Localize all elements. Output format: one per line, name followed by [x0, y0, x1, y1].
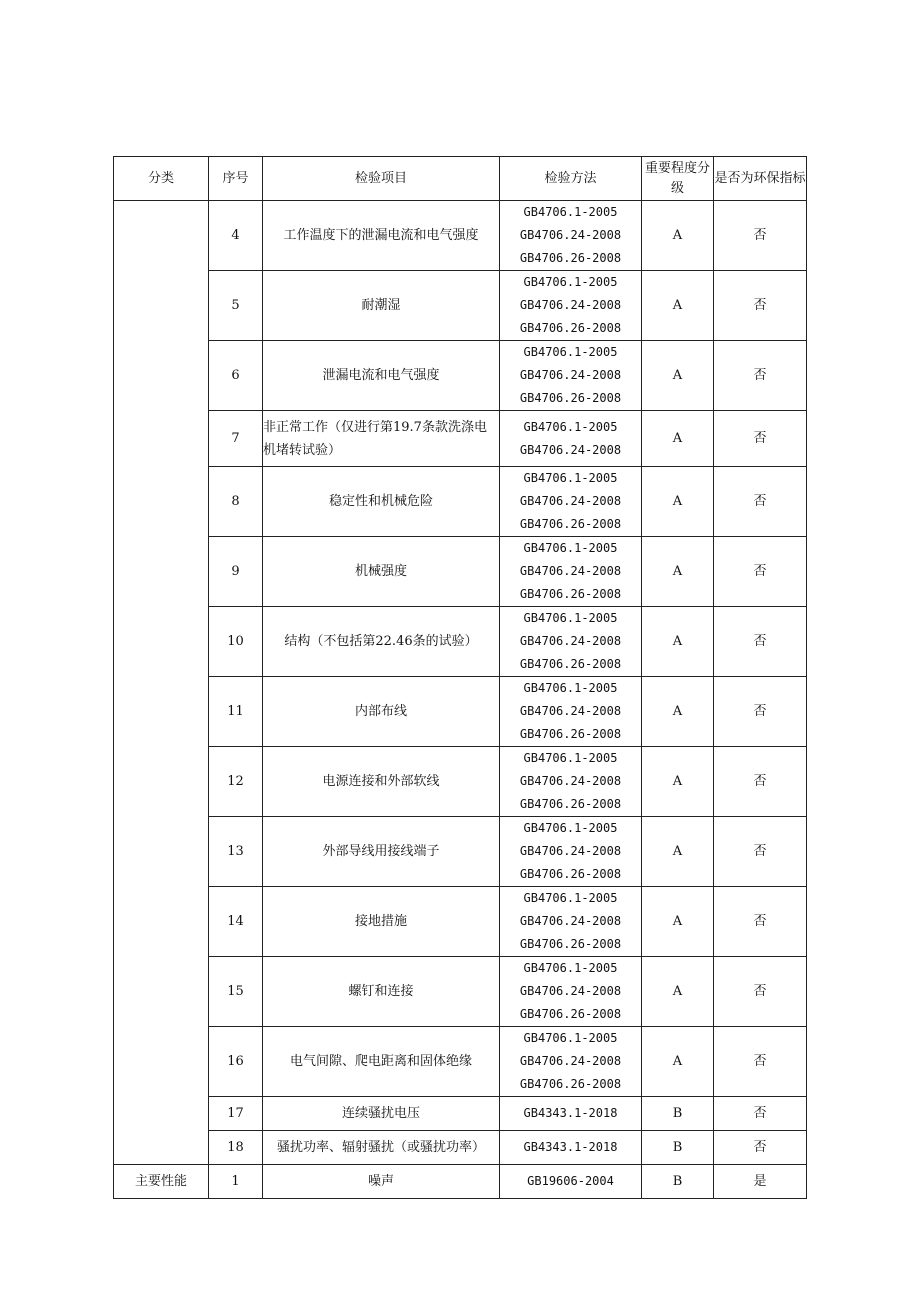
table-row	[114, 271, 807, 341]
table-row	[114, 341, 807, 411]
seq-cell: 6	[209, 341, 263, 411]
table-row	[114, 677, 807, 747]
method-line: GB4706.1-2005	[523, 891, 618, 905]
grade-cell: B	[642, 1165, 714, 1199]
seq-cell: 15	[209, 957, 263, 1027]
method-line: GB4706.26-2008	[519, 727, 622, 741]
method-line: GB4706.1-2005	[523, 419, 618, 434]
item-cell: 非正常工作（仅进行第19.7条款洗涤电机堵转试验）	[263, 411, 500, 467]
env-cell: 否	[714, 1131, 807, 1165]
method-line: GB4706.24-2008	[519, 984, 622, 998]
env-cell: 是	[714, 1165, 807, 1199]
env-cell: 否	[714, 411, 807, 467]
env-cell: 否	[714, 467, 807, 537]
env-cell: 否	[714, 817, 807, 887]
grade-cell: A	[642, 747, 714, 817]
seq-cell: 18	[209, 1131, 263, 1165]
method-cell: GB19606-2004	[500, 1165, 642, 1199]
grade-cell: A	[642, 341, 714, 411]
env-cell: 否	[714, 747, 807, 817]
method-cell	[500, 957, 642, 1027]
grade-cell: A	[642, 467, 714, 537]
method-cell	[500, 887, 642, 957]
table-row	[114, 747, 807, 817]
env-cell: 否	[714, 1097, 807, 1131]
method-line: GB4706.24-2008	[519, 914, 622, 928]
table-row	[114, 1027, 807, 1097]
seq-cell: 11	[209, 677, 263, 747]
header-category: 分类	[114, 157, 209, 201]
method-line: GB4706.1-2005	[523, 961, 618, 975]
item-cell: 泄漏电流和电气强度	[263, 341, 500, 411]
env-cell: 否	[714, 201, 807, 271]
method-cell	[500, 411, 642, 467]
method-line: GB4706.24-2008	[519, 228, 622, 242]
table-row	[114, 411, 807, 467]
header-seq: 序号	[209, 157, 263, 201]
table-row	[114, 1131, 807, 1165]
category-cell-safety	[114, 201, 209, 1165]
table-row	[114, 1097, 807, 1131]
method-line: GB4706.1-2005	[523, 205, 618, 219]
method-cell	[500, 677, 642, 747]
header-env: 是否为环保指标	[714, 157, 807, 201]
method-line: GB4706.1-2005	[523, 1031, 618, 1045]
method-line: GB4706.1-2005	[523, 471, 618, 485]
seq-cell: 8	[209, 467, 263, 537]
header-method: 检验方法	[500, 157, 642, 201]
env-cell: 否	[714, 1027, 807, 1097]
method-cell	[500, 1027, 642, 1097]
seq-cell: 10	[209, 607, 263, 677]
method-line: GB4706.24-2008	[519, 442, 622, 457]
item-cell: 稳定性和机械危险	[263, 467, 500, 537]
method-line: GB4706.26-2008	[519, 517, 622, 531]
method-cell	[500, 817, 642, 887]
method-line: GB4706.1-2005	[523, 821, 618, 835]
method-line: GB4706.24-2008	[519, 368, 622, 382]
seq-cell: 17	[209, 1097, 263, 1131]
method-line: GB4706.26-2008	[519, 657, 622, 671]
method-line: GB4706.26-2008	[519, 937, 622, 951]
grade-cell: A	[642, 677, 714, 747]
item-cell: 噪声	[263, 1165, 500, 1199]
seq-cell: 4	[209, 201, 263, 271]
method-line: GB4706.24-2008	[519, 704, 622, 718]
env-cell: 否	[714, 537, 807, 607]
item-cell: 内部布线	[263, 677, 500, 747]
grade-cell: A	[642, 537, 714, 607]
seq-cell: 14	[209, 887, 263, 957]
seq-cell: 7	[209, 411, 263, 467]
grade-cell: A	[642, 201, 714, 271]
method-line: GB4706.1-2005	[523, 275, 618, 289]
method-cell	[500, 537, 642, 607]
method-cell	[500, 1097, 642, 1131]
method-line: GB4706.26-2008	[519, 251, 622, 265]
method-line: GB4706.1-2005	[523, 345, 618, 359]
env-cell: 否	[714, 607, 807, 677]
category-cell-main-performance: 主要性能	[114, 1165, 209, 1199]
item-cell: 结构（不包括第22.46条的试验）	[263, 607, 500, 677]
table-row	[114, 817, 807, 887]
method-line: GB4706.26-2008	[519, 321, 622, 335]
grade-cell: A	[642, 271, 714, 341]
grade-cell: A	[642, 957, 714, 1027]
method-cell	[500, 341, 642, 411]
method-line: GB4706.26-2008	[519, 391, 622, 405]
method-line: GB4706.26-2008	[519, 867, 622, 881]
method-line: GB4706.24-2008	[519, 774, 622, 788]
method-line: GB4706.24-2008	[519, 1054, 622, 1068]
method-cell	[500, 1131, 642, 1165]
env-cell: 否	[714, 341, 807, 411]
grade-cell: A	[642, 607, 714, 677]
seq-cell: 5	[209, 271, 263, 341]
method-line: GB4706.26-2008	[519, 1007, 622, 1021]
header-row	[114, 157, 807, 201]
table-row	[114, 467, 807, 537]
env-cell: 否	[714, 677, 807, 747]
method-line: GB4343.1-2018	[523, 1106, 618, 1120]
method-cell	[500, 747, 642, 817]
grade-cell: A	[642, 1027, 714, 1097]
grade-cell: B	[642, 1097, 714, 1131]
item-cell: 机械强度	[263, 537, 500, 607]
method-line: GB4706.24-2008	[519, 564, 622, 578]
seq-cell: 12	[209, 747, 263, 817]
method-line: GB4706.1-2005	[523, 681, 618, 695]
header-item: 检验项目	[263, 157, 500, 201]
table-row	[114, 537, 807, 607]
item-cell: 电气间隙、爬电距离和固体绝缘	[263, 1027, 500, 1097]
item-cell: 连续骚扰电压	[263, 1097, 500, 1131]
seq-cell: 16	[209, 1027, 263, 1097]
method-line: GB4706.26-2008	[519, 797, 622, 811]
method-cell	[500, 607, 642, 677]
method-line: GB4706.24-2008	[519, 298, 622, 312]
method-line: GB4706.24-2008	[519, 634, 622, 648]
method-cell	[500, 201, 642, 271]
item-cell: 电源连接和外部软线	[263, 747, 500, 817]
seq-cell: 1	[209, 1165, 263, 1199]
method-line: GB4706.26-2008	[519, 1077, 622, 1091]
method-line: GB4706.1-2005	[523, 611, 618, 625]
env-cell: 否	[714, 271, 807, 341]
table-row-main-performance	[114, 1165, 807, 1199]
method-line: GB4706.24-2008	[519, 844, 622, 858]
inspection-table	[113, 156, 807, 1199]
method-line: GB4343.1-2018	[523, 1140, 618, 1154]
table-row	[114, 201, 807, 271]
env-cell: 否	[714, 887, 807, 957]
method-line: GB4706.1-2005	[523, 541, 618, 555]
item-cell: 耐潮湿	[263, 271, 500, 341]
method-line: GB4706.26-2008	[519, 587, 622, 601]
method-line: GB4706.1-2005	[523, 751, 618, 765]
seq-cell: 9	[209, 537, 263, 607]
method-cell	[500, 467, 642, 537]
env-cell: 否	[714, 957, 807, 1027]
table-row	[114, 957, 807, 1027]
table-row	[114, 607, 807, 677]
seq-cell: 13	[209, 817, 263, 887]
grade-cell: A	[642, 887, 714, 957]
header-importance: 重要程度分级	[642, 157, 714, 201]
item-cell: 工作温度下的泄漏电流和电气强度	[263, 201, 500, 271]
grade-cell: A	[642, 411, 714, 467]
table-row	[114, 887, 807, 957]
grade-cell: B	[642, 1131, 714, 1165]
item-cell: 骚扰功率、辐射骚扰（或骚扰功率）	[263, 1131, 500, 1165]
item-cell: 外部导线用接线端子	[263, 817, 500, 887]
item-cell: 螺钉和连接	[263, 957, 500, 1027]
method-cell	[500, 271, 642, 341]
method-line: GB4706.24-2008	[519, 494, 622, 508]
grade-cell: A	[642, 817, 714, 887]
item-cell: 接地措施	[263, 887, 500, 957]
